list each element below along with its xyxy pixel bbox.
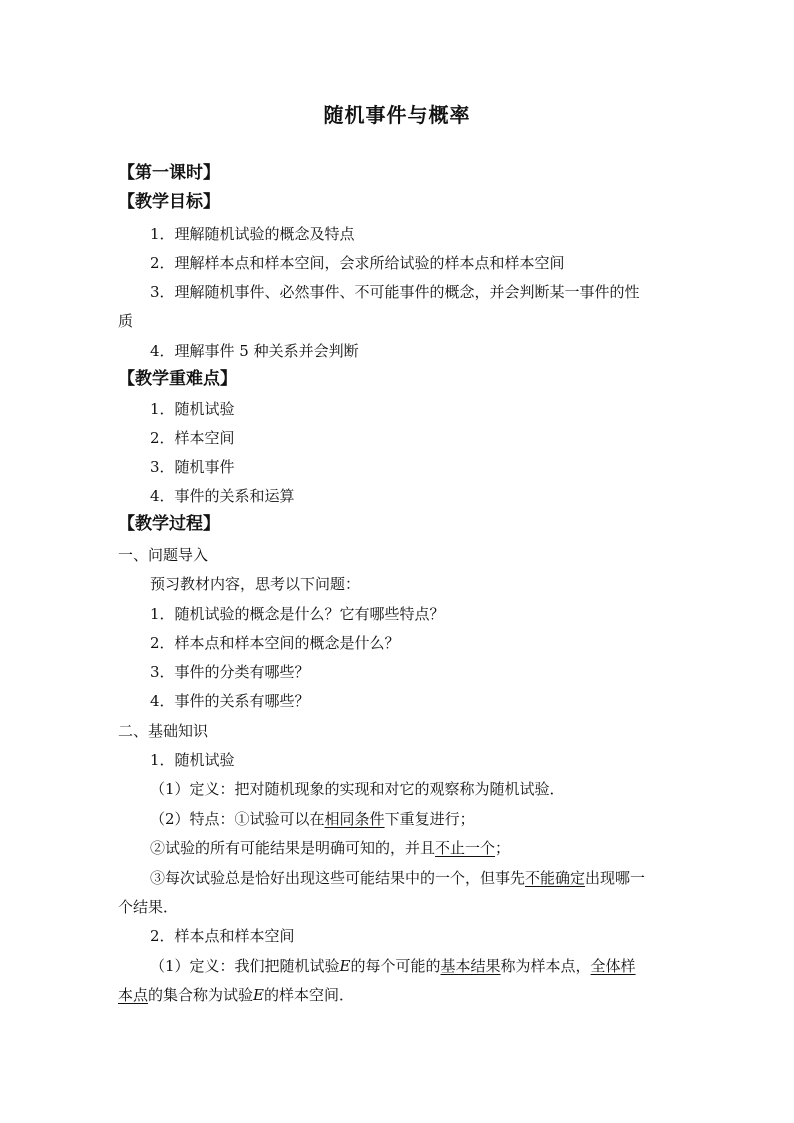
underlined-term: 不能确定 — [525, 869, 586, 887]
text-span: （2）特点：①试验可以在 — [150, 810, 325, 828]
goal-item: 2．理解样本点和样本空间，会求所给试验的样本点和样本空间 — [150, 254, 565, 272]
section-2-title: 二、基础知识 — [118, 722, 209, 740]
subsection-sample-space: 2．样本点和样本空间 — [150, 927, 295, 945]
question-item: 2．样本点和样本空间的概念是什么？ — [150, 634, 400, 652]
underlined-term: 不止一个 — [435, 839, 496, 857]
underlined-term: 相同条件 — [324, 810, 385, 828]
underlined-term: 本点 — [118, 986, 149, 1004]
goal-item: 3．理解随机事件、必然事件、不可能事件的概念，并会判断某一事件的性 — [150, 283, 640, 301]
text-span: 的每个可能的 — [350, 957, 441, 975]
heading-key-points: 【教学重难点】 — [118, 369, 237, 389]
goal-item-continuation: 质 — [118, 312, 134, 330]
text-span: 出现哪一 — [585, 869, 646, 887]
text-span: ； — [495, 839, 511, 857]
text-span: 下重复进行； — [384, 810, 475, 828]
text-span: ③每次试验总是恰好出现这些可能结果中的一个，但事先 — [150, 869, 526, 887]
underlined-term: 全体样 — [590, 957, 636, 975]
section-1-intro: 预习教材内容，思考以下问题： — [150, 575, 361, 593]
definition-line-2-continuation — [118, 985, 354, 1005]
underlined-term: 基本结果 — [440, 957, 501, 975]
math-variable: E — [339, 957, 351, 975]
heading-goals: 【教学目标】 — [118, 192, 220, 212]
feature-line-2 — [150, 838, 510, 858]
question-item: 3．事件的分类有哪些？ — [150, 663, 310, 681]
key-point-item: 3．随机事件 — [150, 458, 235, 476]
text-span: 的集合称为试验 — [148, 986, 254, 1004]
goal-item: 4．理解事件 5 种关系并会判断 — [150, 342, 359, 360]
subsection-random-test: 1．随机试验 — [150, 751, 235, 769]
definition-line: （1）定义：把对随机现象的实现和对它的观察称为随机试验． — [150, 780, 565, 798]
key-point-item: 4．事件的关系和运算 — [150, 487, 295, 505]
math-variable: E — [253, 986, 264, 1004]
goal-item: 1．理解随机试验的概念及特点 — [150, 225, 355, 243]
page-title: 随机事件与概率 — [323, 103, 471, 127]
key-point-item: 2．样本空间 — [150, 429, 235, 447]
heading-process: 【教学过程】 — [118, 514, 220, 534]
text-span: 的样本空间． — [263, 986, 354, 1004]
section-1-title: 一、问题导入 — [118, 546, 209, 564]
text-span: （1）定义：我们把随机试验 — [150, 957, 340, 975]
question-item: 4．事件的关系有哪些？ — [150, 692, 310, 710]
text-span: 称为样本点， — [500, 957, 591, 975]
feature-line-3 — [150, 868, 645, 888]
feature-line-3-continuation: 个结果． — [118, 898, 179, 916]
text-span: ②试验的所有可能结果是明确可知的，并且 — [150, 839, 436, 857]
heading-lesson: 【第一课时】 — [118, 163, 220, 183]
question-item: 1．随机试验的概念是什么？它有哪些特点？ — [150, 605, 445, 623]
feature-line-1 — [150, 809, 475, 829]
definition-line-2 — [150, 956, 636, 976]
key-point-item: 1．随机试验 — [150, 400, 235, 418]
